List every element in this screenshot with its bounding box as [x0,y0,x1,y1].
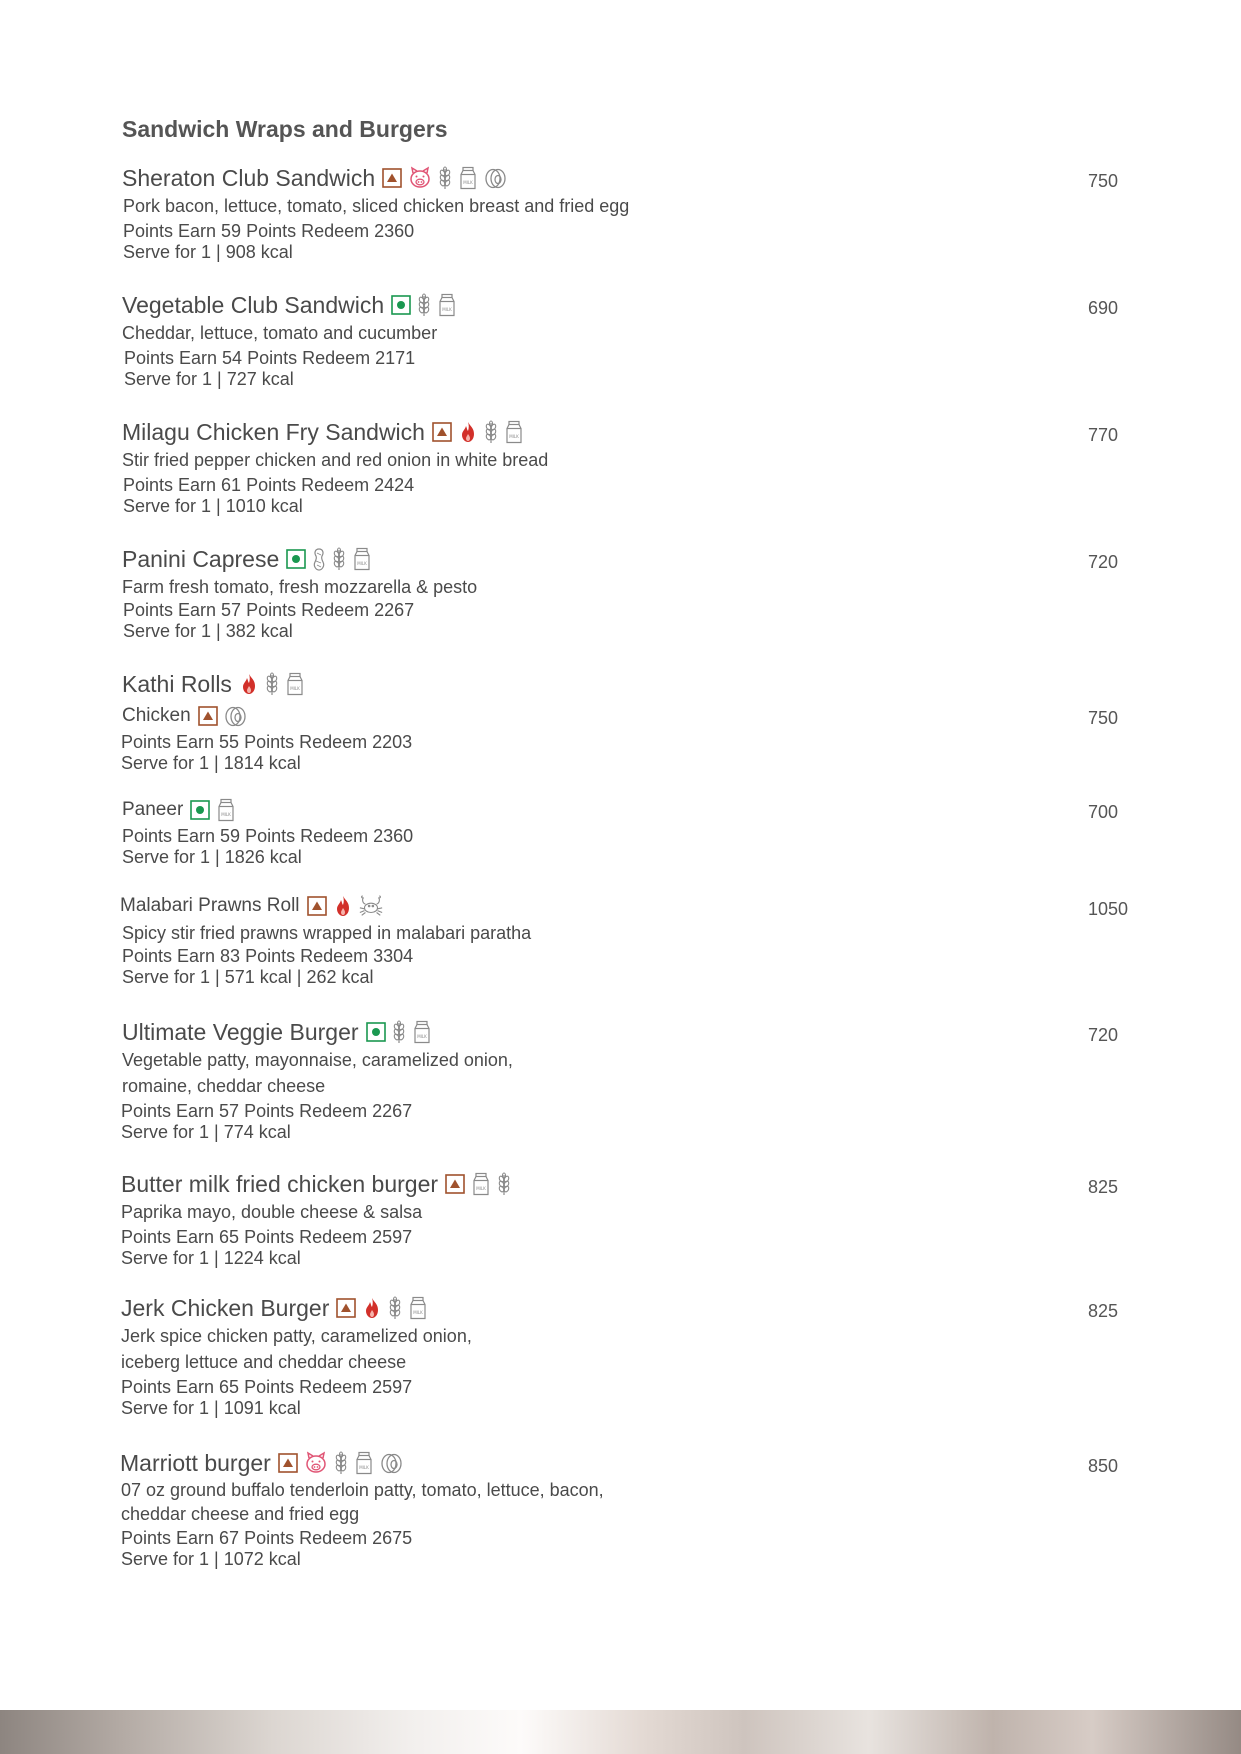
dairy-icon [470,1172,492,1196]
item-serve: Serve for 1 | 1091 kcal [121,1398,301,1418]
item-description: iceberg lettuce and cheddar cheese [121,1352,407,1372]
item-serve: Serve for 1 | 1826 kcal [122,847,302,867]
item-description: Cheddar, lettuce, tomato and cucumber [122,323,438,343]
item-price: 720 [1088,552,1119,572]
item-points: Points Earn 57 Points Redeem 2267 [123,600,415,620]
item-description: Paprika mayo, double cheese & salsa [121,1202,423,1222]
svg-text:MILK: MILK [416,1034,427,1039]
item-description: cheddar cheese and fried egg [121,1504,360,1524]
menu-item-jerk-chicken-burger [0,1293,1241,1419]
dairy-icon [436,293,458,317]
menu-item-ultimate-veggie-burger [0,1017,1241,1143]
menu-item-kathi-roll-paneer [0,796,1241,868]
item-description: Vegetable patty, mayonnaise, caramelized onion, [122,1050,513,1070]
item-name: Chicken [122,705,191,726]
item-serve: Serve for 1 | 382 kcal [123,621,293,641]
nonveg-icon [306,894,328,918]
item-serve: Serve for 1 | 1224 kcal [121,1248,301,1268]
item-name: Ultimate Veggie Burger [122,1018,359,1045]
dairy-icon [457,166,479,190]
item-price: 690 [1088,298,1119,318]
dairy-icon [407,1296,429,1320]
item-price: 825 [1088,1177,1119,1197]
item-price: 850 [1088,1456,1119,1476]
item-name: Butter milk fried chicken burger [121,1170,439,1197]
menu-item-kathi-roll-chicken [0,702,1241,774]
footer-gradient-band [0,1710,1241,1754]
svg-text:MILK: MILK [463,180,473,185]
svg-text:MILK: MILK [357,561,368,566]
dairy-icon [411,1020,433,1044]
dairy-icon [353,1451,375,1475]
item-name: Paneer [122,799,184,820]
svg-text:MILK: MILK [359,1465,369,1470]
egg-icon [223,704,249,728]
item-points: Points Earn 59 Points Redeem 2360 [123,221,415,241]
nonveg-icon [431,420,453,444]
item-points: Points Earn 57 Points Redeem 2267 [121,1101,413,1121]
item-price: 1050 [1088,899,1129,919]
item-price: 700 [1088,802,1119,822]
spicy-icon [238,672,260,696]
wheat-icon [331,547,347,571]
veg-icon [365,1020,387,1044]
dairy-icon [351,547,373,571]
veg-icon [285,547,307,571]
nonveg-icon [277,1451,299,1475]
wheat-icon [333,1451,349,1475]
wheat-icon [416,293,432,317]
wheat-icon [264,672,280,696]
pork-icon [407,166,433,190]
spicy-icon [332,894,354,918]
wheat-icon [387,1296,403,1320]
svg-text:MILK: MILK [442,307,452,312]
nonveg-icon [197,704,219,728]
nonveg-icon [444,1172,466,1196]
svg-text:MILK: MILK [290,686,300,691]
item-serve: Serve for 1 | 1814 kcal [121,753,301,773]
item-price: 825 [1088,1301,1119,1321]
item-serve: Serve for 1 | 774 kcal [121,1122,291,1142]
wheat-icon [437,166,453,190]
item-serve: Serve for 1 | 1072 kcal [121,1549,301,1569]
item-name: Sheraton Club Sandwich [122,164,376,191]
item-points: Points Earn 61 Points Redeem 2424 [123,475,415,495]
item-name: Milagu Chicken Fry Sandwich [122,418,425,445]
item-price: 720 [1088,1025,1119,1045]
nonveg-icon [335,1296,357,1320]
item-price: 750 [1088,708,1119,728]
dairy-icon [503,420,525,444]
dairy-icon [284,672,306,696]
svg-text:MILK: MILK [413,1310,424,1315]
item-points: Points Earn 83 Points Redeem 3304 [122,946,414,966]
item-serve: Serve for 1 | 571 kcal | 262 kcal [122,967,374,987]
item-name: Panini Caprese [122,545,280,572]
menu-item-milagu-chicken-fry-sandwich [0,417,1241,517]
wheat-icon [483,420,499,444]
item-description: Pork bacon, lettuce, tomato, sliced chicken breast and fried egg [123,196,630,216]
spicy-icon [361,1296,383,1320]
item-name: Jerk Chicken Burger [121,1294,330,1321]
dairy-icon [215,798,237,822]
wheat-icon [496,1172,512,1196]
item-serve: Serve for 1 | 908 kcal [123,242,293,262]
menu-item-butter-milk-fried-chicken-burger [0,1169,1241,1269]
item-name: Malabari Prawns Roll [120,895,300,916]
menu-item-vegetable-club-sandwich [0,290,1241,390]
spicy-icon [457,420,479,444]
veg-icon [390,293,412,317]
section-title: Sandwich Wraps and Burgers [122,116,448,142]
pork-icon [303,1451,329,1475]
item-price: 770 [1088,425,1119,445]
svg-text:MILK: MILK [221,812,232,817]
item-points: Points Earn 65 Points Redeem 2597 [121,1227,413,1247]
item-description: Jerk spice chicken patty, caramelized onion, [121,1326,472,1346]
crab-icon [358,894,384,918]
nonveg-icon [381,166,403,190]
item-description: romaine, cheddar cheese [122,1076,326,1096]
item-description: Spicy stir fried prawns wrapped in malabari paratha [122,923,532,943]
item-description: Stir fried pepper chicken and red onion in white bread [122,450,549,470]
menu-item-kathi-rolls [0,669,1241,699]
wheat-icon [391,1020,407,1044]
item-description: 07 oz ground buffalo tenderloin patty, tomato, lettuce, bacon, [121,1480,604,1500]
item-name: Kathi Rolls [122,670,232,697]
item-serve: Serve for 1 | 1010 kcal [123,496,303,516]
item-points: Points Earn 67 Points Redeem 2675 [121,1528,413,1548]
item-points: Points Earn 59 Points Redeem 2360 [122,826,414,846]
item-points: Points Earn 55 Points Redeem 2203 [121,732,413,752]
menu-item-sheraton-club-sandwich [0,163,1241,263]
menu-item-marriott-burger [0,1448,1241,1570]
item-name: Vegetable Club Sandwich [122,291,385,318]
menu-item-panini-caprese [0,544,1241,642]
item-name: Marriott burger [120,1449,271,1476]
menu-item-malabari-prawns-roll [0,892,1241,988]
item-points: Points Earn 65 Points Redeem 2597 [121,1377,413,1397]
item-points: Points Earn 54 Points Redeem 2171 [124,348,416,368]
veg-icon [189,798,211,822]
svg-text:MILK: MILK [509,434,519,439]
nut-icon [311,547,327,571]
item-price: 750 [1088,171,1119,191]
item-description: Farm fresh tomato, fresh mozzarella & pesto [122,577,478,597]
item-serve: Serve for 1 | 727 kcal [124,369,294,389]
egg-icon [379,1451,405,1475]
svg-text:MILK: MILK [476,1186,486,1191]
egg-icon [483,166,509,190]
